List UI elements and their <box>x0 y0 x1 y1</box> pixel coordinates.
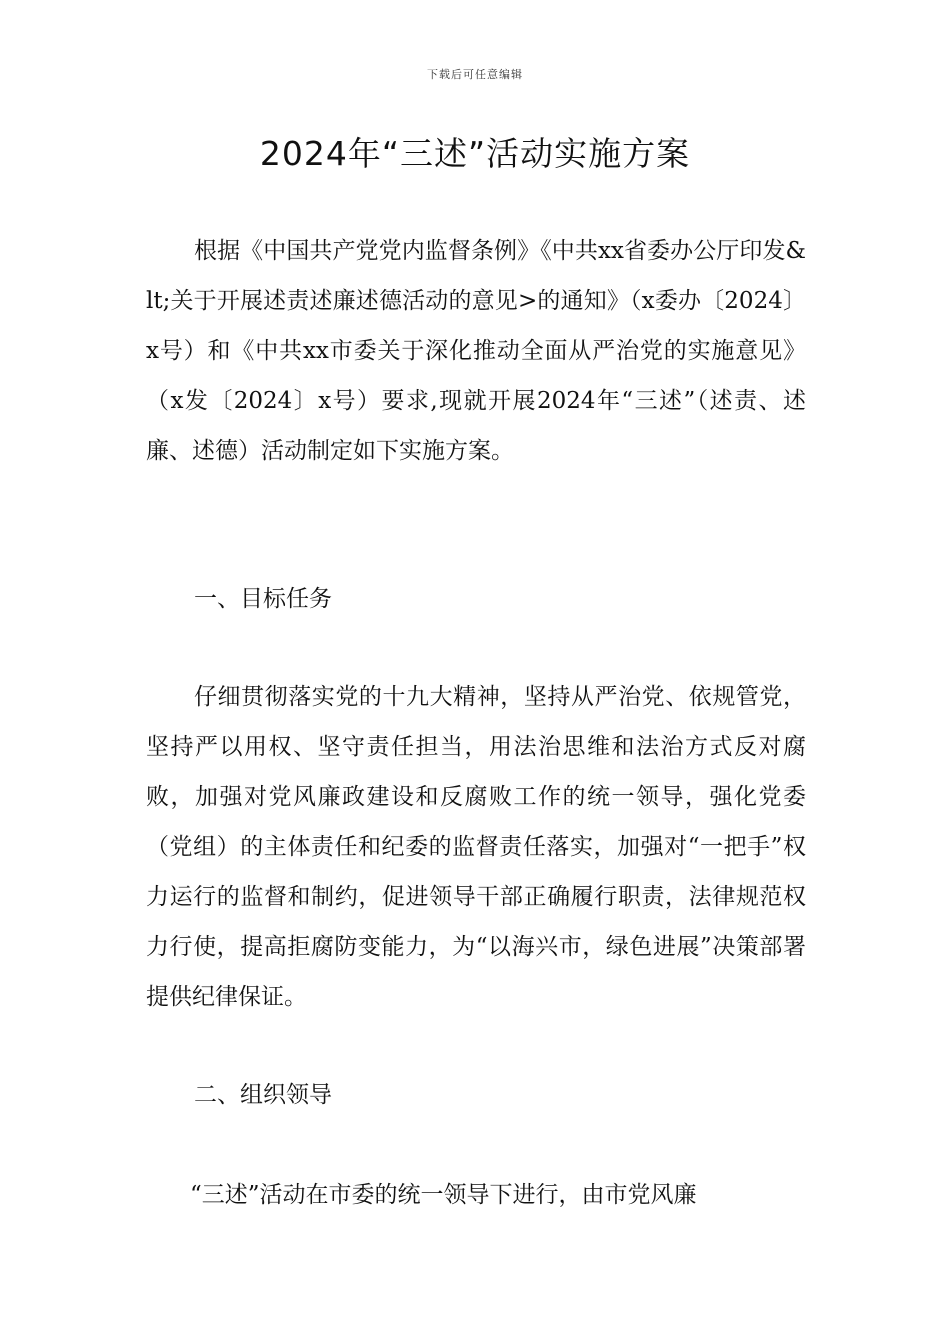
section-heading-goals: 一、目标任务 <box>194 586 332 612</box>
section-heading-organization: 二、组织领导 <box>194 1082 332 1108</box>
goals-paragraph: 仔细贯彻落实党的十九大精神，坚持从严治党、依规管党，坚持严以用权、坚守责任担当，用法治思维和法治方式反对腐败，加强对党风廉政建设和反腐败工作的统一领导，强化党委（党组）的主体责任和纪委的监督责任落实，加强对“一把手”权力运行的监督和制约，促进领导干部正确履行职责，法律规范权力行使，提高拒腐防变能力，为“以海兴市，绿色进展”决策部署提供纪律保证。 <box>146 684 806 1010</box>
header-note: 下载后可任意编辑 <box>427 68 523 81</box>
document-title: 2024年“三述”活动实施方案 <box>259 134 691 173</box>
organization-paragraph: “三述”活动在市委的统一领导下进行，由市党风廉 <box>190 1182 697 1208</box>
intro-paragraph: 根据《中国共产党党内监督条例》《中共xx省委办公厅印发&lt;关于开展述责述廉述德活动的意见>的通知》（x委办〔2024〕x号）和《中共xx市委关于深化推动全面从严治党的实施意见》（x发〔2024〕x号）要求,现就开展2024年“三述”（述责、述廉、述德）活动制定如下实施方案。 <box>146 238 806 464</box>
